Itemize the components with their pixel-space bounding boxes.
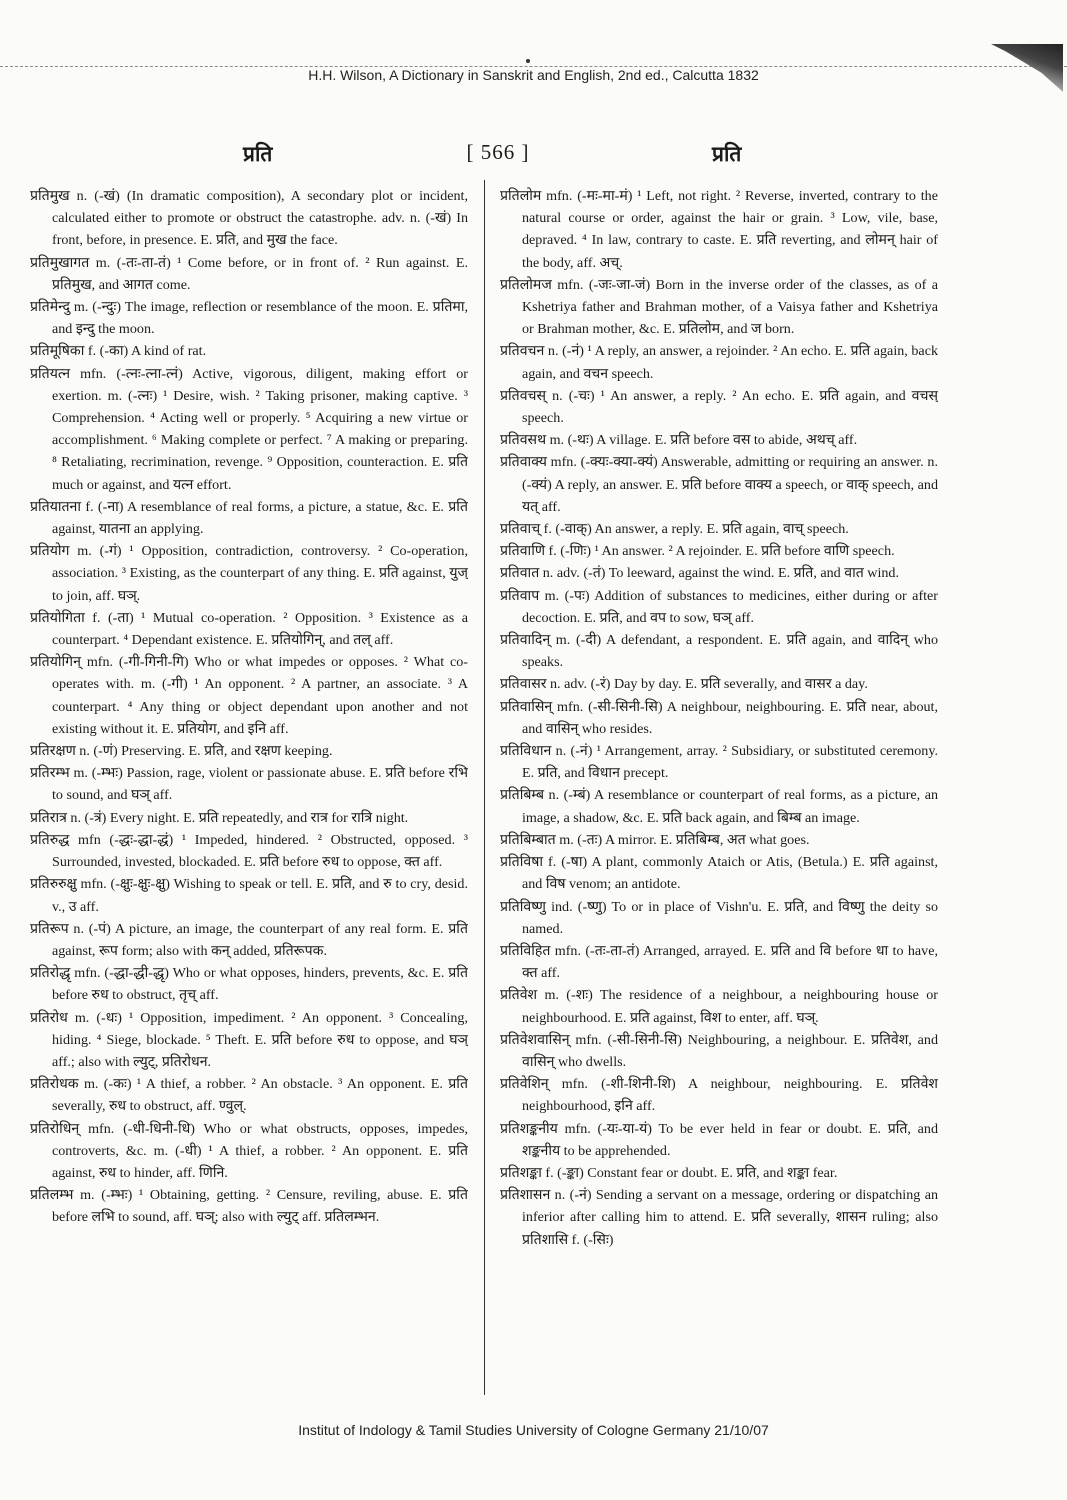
- column-divider: [484, 180, 485, 1395]
- dictionary-entry: प्रतिरोधिन् mfn. (-धी-धिनी-धि) Who or what obstructs, opposes, impedes, controverts, &c. m. (-धी) ¹ A thief, a robber. ² An opponent. E. प्रति against, रुध to hinder, aff. णिनि.: [30, 1120, 468, 1181]
- dictionary-entry: प्रतिबिम्बात m. (-तः) A mirror. E. प्रतिबिम्ब, अत what goes.: [500, 831, 810, 848]
- dictionary-entry: प्रतिवादिन् m. (-दी) A defendant, a respondent. E. प्रति again, and वादिन् who speaks.: [500, 632, 938, 671]
- dictionary-entry: प्रतिरोध m. (-धः) ¹ Opposition, impediment. ² An opponent. ³ Concealing, hiding. ⁴ Siege, blockade. ⁵ Theft. E. प्रति before रुध to oppose, and घञ् aff.; also with ल्युट्, प्रतिरोधन.: [30, 1009, 468, 1070]
- dictionary-entry: प्रतिरोद्धृ mfn. (-द्धा-द्धी-द्धृ) Who or what opposes, hinders, prevents, &c. E. प्रति before रुध to obstruct, तृच् aff.: [30, 965, 468, 1004]
- running-head-right: प्रति: [712, 142, 742, 166]
- dictionary-entry: प्रतिशङ्का f. (-ङ्का) Constant fear or doubt. E. प्रति, and शङ्का fear.: [500, 1164, 838, 1181]
- dictionary-entry: प्रतिवेशिन् mfn. (-शी-शिनी-शि) A neighbour, neighbouring. E. प्रतिवेश neighbourhood, इनि aff.: [500, 1076, 938, 1115]
- dictionary-entry: प्रतियोगिता f. (-ता) ¹ Mutual co-operation. ² Opposition. ³ Existence as a counterpart. ⁴ Dependant existence. E. प्रतियोगिन्, and तल् aff.: [30, 609, 468, 649]
- dictionary-entry: प्रतिलोमज mfn. (-जः-जा-जं) Born in the inverse order of the classes, as of a Kshetriya father and Brahman mother, of a Vaisya father and Kshetriya or Brahman mother, &c. E. प्रतिलोम, and ज born.: [500, 276, 938, 338]
- dictionary-entry: प्रतिरोधक m. (-कः) ¹ A thief, a robber. ² An obstacle. ³ An opponent. E. प्रति severally, रुध to obstruct, aff. ण्वुल्.: [30, 1076, 468, 1115]
- dictionary-entry: प्रतिवाप m. (-पः) Addition of substances to medicines, either during or after decoction. E. प्रति, and वप to sow, घञ् aff.: [500, 587, 938, 626]
- dictionary-entry: प्रतिवचन n. (-नं) ¹ A reply, an answer, a rejoinder. ² An echo. E. प्रति again, back again, and वचन speech.: [500, 343, 938, 382]
- dictionary-entry: प्रतिमूषिका f. (-का) A kind of rat.: [30, 343, 207, 360]
- dictionary-entry: प्रतिवेश m. (-शः) The residence of a neighbour, a neighbouring house or neighbourhood. E. प्रति against, विश to enter, aff. घञ्.: [500, 987, 938, 1026]
- dictionary-entry: प्रतिमुख n. (-खं) (In dramatic composition), A secondary plot or incident, calculated either to promote or obstruct the catastrophe. adv. n. (-खं) In front, before, in presence. E. प्रति, and मुख the face.: [30, 188, 468, 249]
- dictionary-entry: प्रतिमुखागत m. (-तः-ता-तं) ¹ Come before, or in front of. ² Run against. E. प्रतिमुख, and आगत come.: [30, 254, 468, 293]
- page-number: [ 566 ]: [466, 140, 530, 164]
- dictionary-entry: प्रतिवात n. adv. (-तं) To leeward, against the wind. E. प्रति, and वात wind.: [500, 565, 899, 582]
- dictionary-entry: प्रतिरात्र n. (-त्रं) Every night. E. प्रति repeatedly, and रात्र for रात्रि night.: [30, 809, 409, 826]
- dictionary-entry: प्रतिवेशवासिन् mfn. (-सी-सिनी-सि) Neighbouring, a neighbour. E. प्रतिवेश, and वासिन् who dwells.: [500, 1031, 938, 1070]
- dictionary-entry: प्रतिरुद्ध mfn (-द्धः-द्धा-द्धं) ¹ Impeded, hindered. ² Obstructed, opposed. ³ Surrounded, invested, blockaded. E. प्रति before रुध to oppose, क्त aff.: [30, 831, 468, 871]
- dictionary-entry: प्रतियोगिन् mfn. (-गी-गिनी-गि) Who or what impedes or opposes. ² What co-operates with. m. (-गी) ¹ An opponent. ² A partner, an associate. ³ A counterpart. ⁴ Any thing or object dependant upon another and not existing without it. E. प्रतियोग, and इनि aff.: [30, 654, 468, 737]
- dictionary-entry: प्रतिवाच् f. (-वाक्) An answer, a reply. E. प्रति again, वाच् speech.: [500, 521, 849, 538]
- dictionary-entry: प्रतिवचस् n. (-चः) ¹ An answer, a reply. ² An echo. E. प्रति again, and वचस् speech.: [500, 387, 938, 427]
- dictionary-entry: प्रतिरूप n. (-पं) A picture, an image, the counterpart of any real form. E. प्रति against, रूप form; also with कन् added, प्रतिरूपक.: [30, 920, 468, 959]
- dictionary-entry: प्रतिरक्षण n. (-णं) Preserving. E. प्रति, and रक्षण keeping.: [30, 743, 333, 760]
- dictionary-entry: प्रतिवासर n. adv. (-रं) Day by day. E. प्रति severally, and वासर a day.: [500, 676, 868, 693]
- dictionary-entry: प्रतियत्न mfn. (-त्नः-त्ना-त्नं) Active, vigorous, diligent, making effort or exertion. m. (-त्नः) ¹ Desire, wish. ² Taking prisoner, making captive. ³ Comprehension. ⁴ Acting well or properly. ⁵ Acquiring a new virtue or accomplishment. ⁶ Making complete or perfect. ⁷ A making or preparing. ⁸ Retaliating, recrimination, revenge. ⁹ Opposition, counteraction. E. प्रति much or against, and यत्न effort.: [30, 365, 468, 493]
- dictionary-entry: प्रतिलोम mfn. (-मः-मा-मं) ¹ Left, not right. ² Reverse, inverted, contrary to the natural course or order, against the hair or grain. ³ Low, vile, base, depraved. ⁴ In law, contrary to caste. E. प्रति reverting, and लोमन् hair of the body, aff. अच्.: [500, 188, 938, 271]
- footer-note: Institut of Indology & Tamil Studies University of Cologne Germany 21/10/07: [298, 1422, 769, 1438]
- left-column: [30, 185, 468, 1395]
- dictionary-entry: प्रतिवासिन् mfn. (-सी-सिनी-सि) A neighbour, neighbouring. E. प्रति near, about, and वासिन् who resides.: [500, 698, 938, 737]
- dictionary-entry: प्रतिमेन्दु m. (-न्दुः) The image, reflection or resemblance of the moon. E. प्रतिमा, and इन्दु the moon.: [30, 299, 468, 338]
- dictionary-entry: प्रतिशासन n. (-नं) Sending a servant on a message, ordering or dispatching an inferior after calling him to attend. E. प्रति severally, शासन ruling; also प्रतिशासि f. (-सिः): [500, 1187, 938, 1248]
- dictionary-entry: प्रतिविषा f. (-षा) A plant, commonly Ataich or Atis, (Betula.) E. प्रति against, and विष venom; an antidote.: [500, 854, 938, 893]
- dictionary-entry: प्रतिरुरुक्षु mfn. (-क्षुः-क्षुः-क्षु) Wishing to speak or tell. E. प्रति, and रु to cry, desid. v., उ aff.: [30, 876, 468, 915]
- dictionary-entry: प्रतिविधान n. (-नं) ¹ Arrangement, array. ² Subsidiary, or substituted ceremony. E. प्रति, and विधान precept.: [500, 743, 938, 782]
- dictionary-entry: प्रतिलम्भ m. (-म्भः) ¹ Obtaining, getting. ² Censure, reviling, abuse. E. प्रति before लभि to sound, aff. घञ्; also with ल्युट् aff. प्रतिलम्भन.: [30, 1187, 468, 1226]
- source-header: H.H. Wilson, A Dictionary in Sanskrit and English, 2nd ed., Calcutta 1832: [308, 67, 759, 83]
- right-column: [500, 185, 938, 1395]
- scan-speck: [526, 59, 530, 63]
- dictionary-entry: प्रतिरम्भ m. (-म्भः) Passion, rage, violent or passionate abuse. E. प्रति before रभि to sound, and घञ् aff.: [30, 765, 468, 804]
- dictionary-entry: प्रतियातना f. (-ना) A resemblance of real forms, a picture, a statue, &c. E. प्रति against, यातना an applying.: [30, 498, 468, 538]
- running-head-left: प्रति: [243, 142, 273, 166]
- dictionary-entry: प्रतिवाक्य mfn. (-क्यः-क्या-क्यं) Answerable, admitting or requiring an answer. n. (-क्यं) A reply, an answer. E. प्रति before वाक्य a speech, or वाक् speech, and यत् aff.: [500, 454, 938, 515]
- dictionary-entry: प्रतिवसथ m. (-थः) A village. E. प्रति before वस to abide, अथच् aff.: [500, 432, 858, 449]
- dictionary-entry: प्रतिवाणि f. (-णिः) ¹ An answer. ² A rejoinder. E. प्रति before वाणि speech.: [500, 543, 895, 560]
- dictionary-entry: प्रतियोग m. (-गं) ¹ Opposition, contradiction, controversy. ² Co-operation, association. ³ Existing, as the counterpart of any thing. E. प्रति against, युज् to join, aff. घञ्.: [30, 543, 468, 604]
- dictionary-entry: प्रतिविहित mfn. (-तः-ता-तं) Arranged, arrayed. E. प्रति and वि before धा to have, क्त aff.: [500, 942, 938, 982]
- dictionary-entry: प्रतिशङ्कनीय mfn. (-यः-या-यं) To be ever held in fear or doubt. E. प्रति, and शङ्कनीय to be apprehended.: [500, 1120, 938, 1159]
- dictionary-entry: प्रतिविष्णु ind. (-ष्णु) To or in place of Vishn'u. E. प्रति, and विष्णु the deity so named.: [500, 898, 938, 937]
- dictionary-entry: प्रतिबिम्ब n. (-म्बं) A resemblance or counterpart of real forms, as a picture, an image, a shadow, &c. E. प्रति back again, and बिम्ब an image.: [500, 787, 938, 826]
